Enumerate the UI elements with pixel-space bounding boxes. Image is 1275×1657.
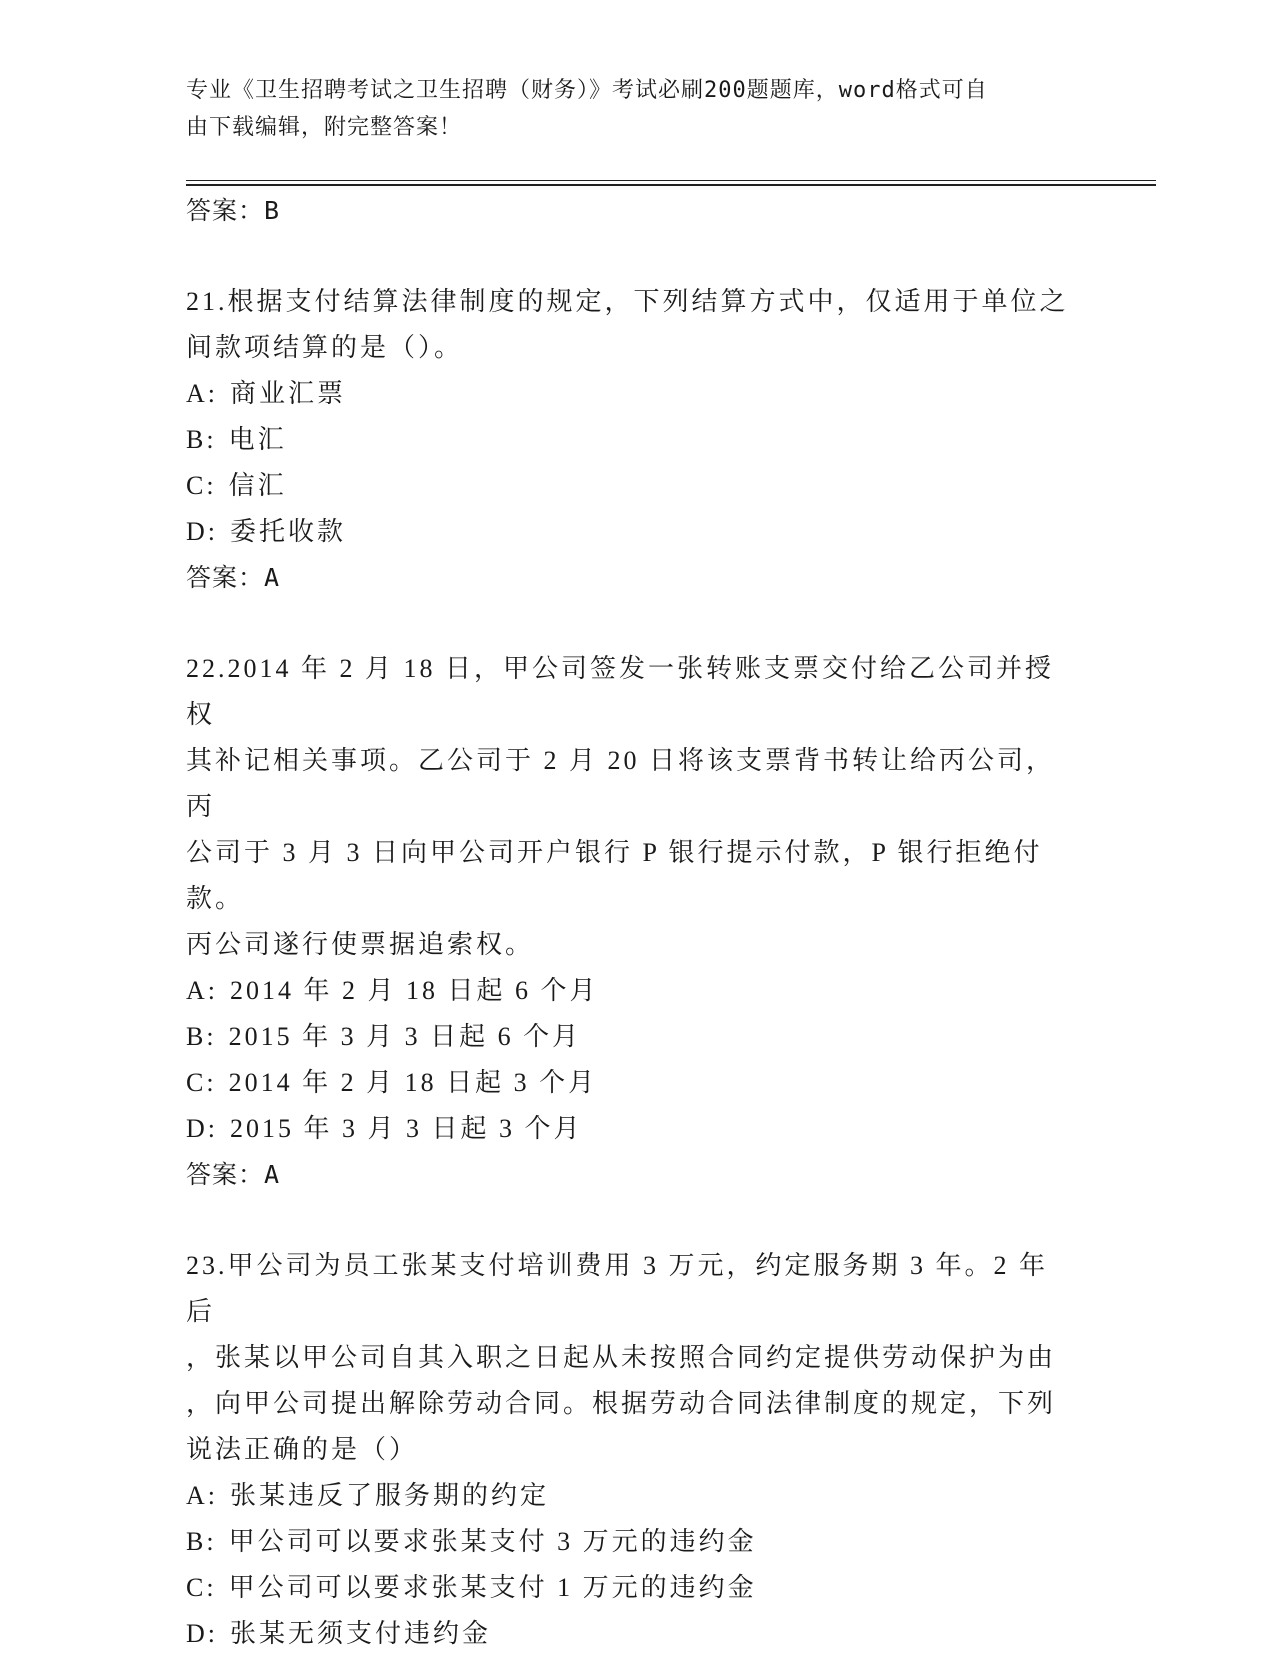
option-b <box>186 1014 1076 1060</box>
option-text: 2015 年 3 月 3 日起 6 个月 <box>228 1022 582 1051</box>
question-text-line: 21.根据支付结算法律制度的规定，下列结算方式中，仅适用于单位之 <box>186 287 1069 316</box>
document-body <box>186 188 1076 1657</box>
question-text-line: ，张某以甲公司自其入职之日起从未按照合同约定提供劳动保护为由 <box>186 1343 1057 1372</box>
option-text: 2014 年 2 月 18 日起 6 个月 <box>230 976 599 1005</box>
option-key: D: <box>186 1619 218 1648</box>
option-c <box>186 1565 1076 1611</box>
answer-label: 答案： <box>186 196 265 225</box>
option-key: C: <box>186 471 217 500</box>
header-divider-thick <box>186 184 1156 186</box>
option-text: 张某违反了服务期的约定 <box>230 1481 550 1510</box>
option-key: A: <box>186 976 218 1005</box>
question-text-line: ，向甲公司提出解除劳动合同。根据劳动合同法律制度的规定，下列 <box>186 1389 1057 1418</box>
answer-line-21 <box>186 555 1076 601</box>
option-text: 商业汇票 <box>230 379 347 408</box>
option-key: B: <box>186 1022 217 1051</box>
question-21 <box>186 279 1076 601</box>
header-divider-thin <box>186 180 1156 181</box>
question-23 <box>186 1243 1076 1657</box>
header-line-1: 专业《卫生招聘考试之卫生招聘（财务）》考试必刷200题题库，word格式可自 <box>186 78 988 103</box>
question-22 <box>186 646 1076 1198</box>
option-key: B: <box>186 425 217 454</box>
option-text: 电汇 <box>228 425 287 454</box>
answer-line-22 <box>186 1152 1076 1198</box>
option-key: C: <box>186 1573 217 1602</box>
question-text-line: 间款项结算的是（）。 <box>186 333 464 362</box>
option-text: 2015 年 3 月 3 日起 3 个月 <box>230 1114 583 1143</box>
option-c <box>186 463 1076 509</box>
option-a <box>186 968 1076 1014</box>
question-text-line: 22.2014 年 2 月 18 日，甲公司签发一张转账支票交付给乙公司并授权 <box>186 654 1055 729</box>
option-text: 委托收款 <box>230 517 347 546</box>
option-key: D: <box>186 517 218 546</box>
option-text: 甲公司可以要求张某支付 3 万元的违约金 <box>228 1527 757 1556</box>
option-key: A: <box>186 1481 218 1510</box>
option-key: C: <box>186 1068 217 1097</box>
document-header <box>186 72 1066 146</box>
answer-label: 答案： <box>186 563 265 592</box>
answer-line-20 <box>186 188 1076 234</box>
question-text-line: 其补记相关事项。乙公司于 2 月 20 日将该支票背书转让给丙公司，丙 <box>186 746 1056 821</box>
option-key: A: <box>186 379 218 408</box>
option-text: 2014 年 2 月 18 日起 3 个月 <box>228 1068 598 1097</box>
answer-value: B <box>264 196 281 225</box>
option-text: 信汇 <box>228 471 287 500</box>
question-text-line: 公司于 3 月 3 日向甲公司开户银行 P 银行提示付款，P 银行拒绝付款。 <box>186 838 1043 913</box>
option-b <box>186 417 1076 463</box>
question-text-line: 说法正确的是（） <box>186 1435 419 1464</box>
option-key: D: <box>186 1114 218 1143</box>
question-text-line: 丙公司遂行使票据追索权。 <box>186 930 535 959</box>
option-key: B: <box>186 1527 217 1556</box>
option-c <box>186 1060 1076 1106</box>
option-b <box>186 1519 1076 1565</box>
question-text-line: 23.甲公司为员工张某支付培训费用 3 万元，约定服务期 3 年。2 年后 <box>186 1251 1049 1326</box>
option-text: 甲公司可以要求张某支付 1 万元的违约金 <box>228 1573 757 1602</box>
answer-label: 答案： <box>186 1160 265 1189</box>
option-d <box>186 1106 1076 1152</box>
answer-value: A <box>264 1160 281 1189</box>
option-a <box>186 371 1076 417</box>
option-text: 张某无须支付违约金 <box>230 1619 492 1648</box>
option-a <box>186 1473 1076 1519</box>
option-d <box>186 509 1076 555</box>
option-d <box>186 1611 1076 1657</box>
answer-value: A <box>264 563 281 592</box>
header-line-2: 由下载编辑，附完整答案！ <box>186 115 463 140</box>
